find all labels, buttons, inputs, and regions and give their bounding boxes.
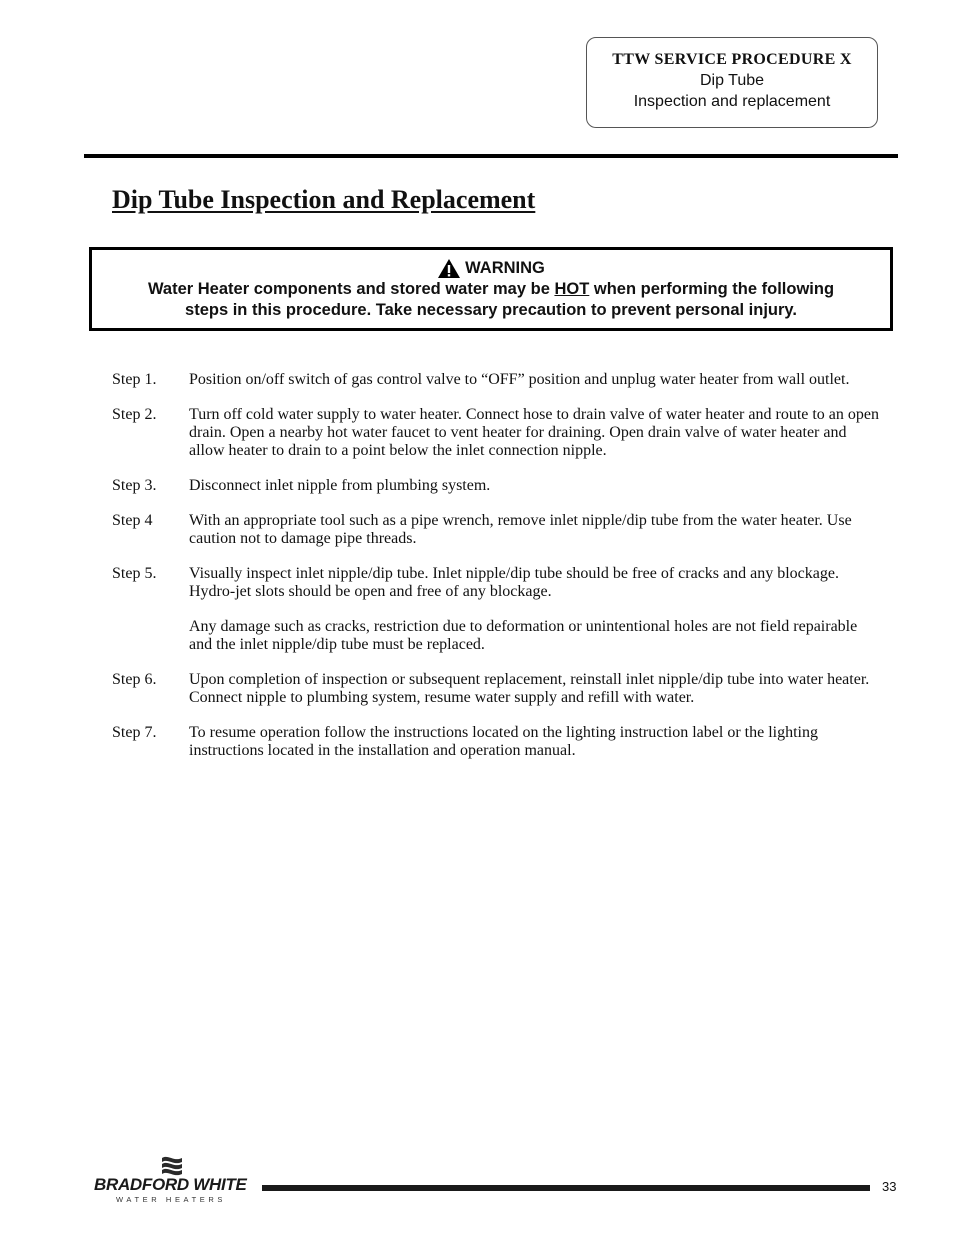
step-text: Position on/off switch of gas control valve to “OFF” position and unplug water heater from wall outlet. (189, 371, 850, 388)
warning-line-1 (92, 279, 890, 300)
warning-heading: WARNING (465, 259, 545, 277)
step-item (112, 671, 882, 707)
procedure-subject: Dip Tube (699, 72, 765, 89)
step-item (112, 406, 882, 460)
step-item (112, 371, 882, 389)
procedure-description: Inspection and replacement (633, 93, 831, 110)
step-body (189, 724, 882, 760)
step-label: Step 1. (112, 371, 157, 388)
step-text: Turn off cold water supply to water heater. Connect hose to drain valve of water heater and route to an open drain. Open a nearby hot water faucet to vent heater for draining. Open drain valve of water heater and allow heater to drain to a point below the inlet connection nipple. (189, 406, 880, 459)
page-title: Dip Tube Inspection and Replacement (112, 185, 536, 214)
footer-divider (262, 1185, 870, 1191)
step-body (189, 406, 882, 460)
step-item (112, 477, 882, 495)
step-text: Upon completion of inspection or subsequent replacement, reinstall inlet nipple/dip tube into water heater. Connect nipple to plumbing system, resume water supply and refill with water. (189, 671, 870, 706)
step-item (112, 724, 882, 760)
step-label: Step 4 (112, 512, 153, 529)
step-item (112, 512, 882, 548)
bradford-white-logo (94, 1154, 264, 1204)
step-text: With an appropriate tool such as a pipe wrench, remove inlet nipple/dip tube from the water heater. Use caution not to damage pipe threads. (189, 512, 852, 547)
step-body (189, 671, 882, 707)
step-list (112, 371, 882, 777)
step-label: Step 5. (112, 565, 157, 582)
step-label: Step 6. (112, 671, 157, 688)
step-label: Step 7. (112, 724, 157, 741)
warning-heading-row (92, 258, 890, 279)
step-text: Any damage such as cracks, restriction due to deformation or unintentional holes are not field repairable and the inlet nipple/dip tube must be replaced. (189, 618, 858, 653)
warning-triangle-icon (437, 258, 461, 279)
step-body (189, 512, 882, 548)
procedure-header-box (586, 37, 878, 128)
logo-tagline: WATER HEATERS (116, 1195, 226, 1204)
step-text: Disconnect inlet nipple from plumbing system. (189, 477, 491, 494)
step-body (189, 565, 882, 654)
step-body (189, 371, 882, 389)
warning-hot-text: HOT (554, 280, 590, 298)
step-label: Step 3. (112, 477, 157, 494)
step-body (189, 477, 882, 495)
step-item (112, 565, 882, 654)
top-divider (84, 154, 898, 158)
procedure-title: TTW SERVICE PROCEDURE X (612, 51, 852, 68)
warning-text-after-hot: when performing the following (589, 280, 835, 298)
step-text: To resume operation follow the instructions located on the lighting instruction label or the lighting instructions located in the installation and operation manual. (189, 724, 818, 759)
step-text: Visually inspect inlet nipple/dip tube. Inlet nipple/dip tube should be free of cracks and any blockage. Hydro-jet slots should be open and free of any blockage. (189, 565, 839, 600)
warning-box (89, 247, 893, 331)
warning-text-before-hot: Water Heater components and stored water may be (147, 280, 555, 298)
page-number: 33 (882, 1179, 897, 1194)
step-label: Step 2. (112, 406, 157, 423)
logo-brand-name: BRADFORD WHITE (94, 1175, 247, 1194)
warning-line-2: steps in this procedure. Take necessary precaution to prevent personal injury. (185, 301, 797, 319)
